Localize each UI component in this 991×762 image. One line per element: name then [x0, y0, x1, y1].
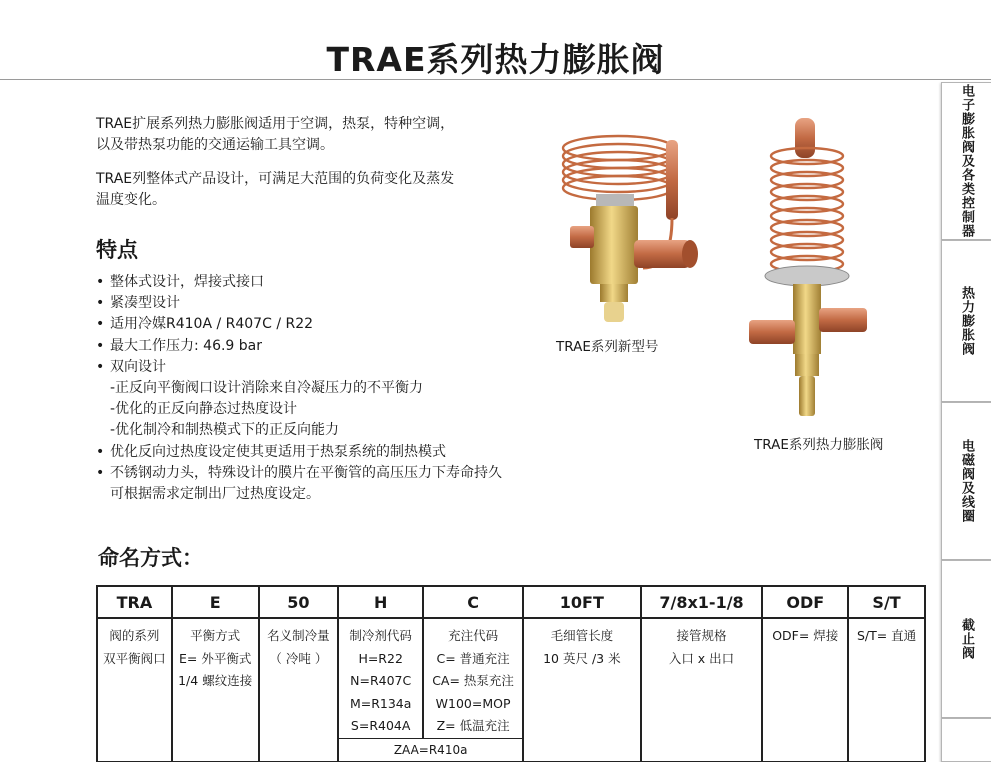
tab-label: 热力膨胀阀	[959, 286, 974, 356]
naming-code: C	[423, 586, 523, 618]
tab-label: 电子膨胀阀及各类控制器	[959, 84, 974, 238]
desc-line: 入口 x 出口	[668, 650, 735, 666]
desc-line: 接管规格	[676, 628, 727, 643]
intro-line: 以及带热泵功能的交通运输工具空调。	[96, 137, 334, 153]
naming-heading: 命名方式：	[98, 546, 203, 570]
desc-line: S=R404A	[350, 718, 411, 733]
desc-line: CA= 热泵充注	[432, 673, 514, 688]
tab-shutoff-valve[interactable]	[941, 560, 991, 718]
naming-header-row	[97, 586, 925, 618]
tab-electronic-expansion-valve[interactable]	[941, 82, 991, 240]
naming-code: E	[172, 586, 259, 618]
feature-item: • 双向设计	[96, 357, 556, 378]
tab-more[interactable]	[941, 718, 991, 762]
naming-table	[96, 585, 926, 762]
intro-paragraph-1	[96, 114, 516, 156]
desc-line: M=R134a	[349, 695, 412, 711]
features-heading: 特点	[96, 238, 138, 262]
series-valve-image	[745, 112, 875, 430]
naming-desc-connection	[641, 618, 763, 762]
desc-line: 平衡方式	[190, 628, 241, 643]
new-model-caption: TRAE系列新型号	[556, 339, 659, 355]
naming-code: 7/8x1-1/8	[641, 586, 763, 618]
naming-code: H	[338, 586, 423, 618]
tab-thermal-expansion-valve[interactable]	[941, 240, 991, 402]
desc-line: 双平衡阀口	[103, 650, 166, 666]
page-title: TRAE系列热力膨胀阀	[326, 40, 665, 79]
naming-desc-balance	[172, 618, 259, 762]
feature-item: • 整体式设计，焊接式接口	[96, 272, 556, 293]
intro-line: TRAE扩展系列热力膨胀阀适用于空调，热泵，特种空调，	[96, 116, 455, 132]
desc-line: S/T= 直通	[856, 628, 917, 643]
naming-code: ODF	[762, 586, 848, 618]
naming-desc-refrigerant	[338, 618, 423, 738]
desc-line: 1/4 螺纹连接	[178, 673, 253, 688]
naming-code: 10FT	[523, 586, 641, 618]
naming-extra-r410a: ZAA=R410a	[338, 738, 523, 762]
desc-line: 10 英尺 /3 米	[543, 650, 621, 666]
desc-line: ODF= 焊接	[772, 628, 839, 643]
naming-desc-capillary	[523, 618, 641, 762]
desc-line: 制冷剂代码	[349, 628, 412, 643]
naming-code: 50	[259, 586, 339, 618]
feature-item: • 适用冷媒R410A / R407C / R22	[96, 314, 556, 335]
desc-line: E= 外平衡式	[178, 650, 252, 666]
naming-code: S/T	[848, 586, 925, 618]
desc-line: （ 冷吨 ）	[269, 650, 328, 666]
naming-desc-row	[97, 618, 925, 738]
desc-line: 毛细管长度	[550, 628, 614, 643]
desc-line: W100=MOP	[435, 695, 511, 711]
naming-desc-capacity	[259, 618, 339, 762]
intro-paragraph-2	[96, 169, 516, 211]
desc-line: Z= 低温充注	[436, 718, 510, 733]
desc-line: 充注代码	[448, 628, 499, 643]
desc-line: C= 普通充注	[436, 650, 510, 666]
naming-desc-st	[848, 618, 925, 762]
desc-line: 名义制冷量	[267, 628, 330, 643]
tab-label: 电磁阀及线圈	[959, 439, 974, 523]
feature-item: • 紧凑型设计	[96, 293, 556, 314]
feature-continuation: 可根据需求定制出厂过热度设定。	[110, 486, 320, 503]
naming-code: TRA	[97, 586, 172, 618]
desc-line: H=R22	[358, 650, 403, 666]
desc-line: N=R407C	[350, 673, 412, 688]
intro-line: TRAE列整体式产品设计，可满足大范围的负荷变化及蒸发	[96, 171, 455, 187]
intro-text	[96, 114, 516, 224]
naming-desc-series	[97, 618, 172, 762]
feature-subitem: -优化的正反向静态过热度设计	[110, 401, 298, 418]
tab-solenoid-valve[interactable]	[941, 402, 991, 560]
naming-desc-odf	[762, 618, 848, 762]
feature-subitem: -优化制冷和制热模式下的正反向能力	[110, 422, 340, 439]
intro-line: 温度变化。	[96, 192, 166, 208]
feature-item: • 不锈钢动力头，特殊设计的膜片在平衡管的高压压力下寿命持久	[96, 463, 556, 484]
feature-item: • 优化反向过热度设定使其更适用于热泵系统的制热模式	[96, 442, 556, 463]
series-caption: TRAE系列热力膨胀阀	[754, 437, 884, 453]
naming-desc-charge	[423, 618, 523, 738]
new-model-valve-image	[548, 118, 718, 333]
tab-label: 截止阀	[959, 618, 974, 660]
features-list	[96, 272, 556, 505]
feature-item: • 最大工作压力: 46.9 bar	[96, 336, 556, 357]
feature-subitem: -正反向平衡阀口设计消除来自冷凝压力的不平衡力	[110, 380, 424, 397]
desc-line: 阀的系列	[109, 628, 160, 643]
page-header	[0, 0, 991, 80]
